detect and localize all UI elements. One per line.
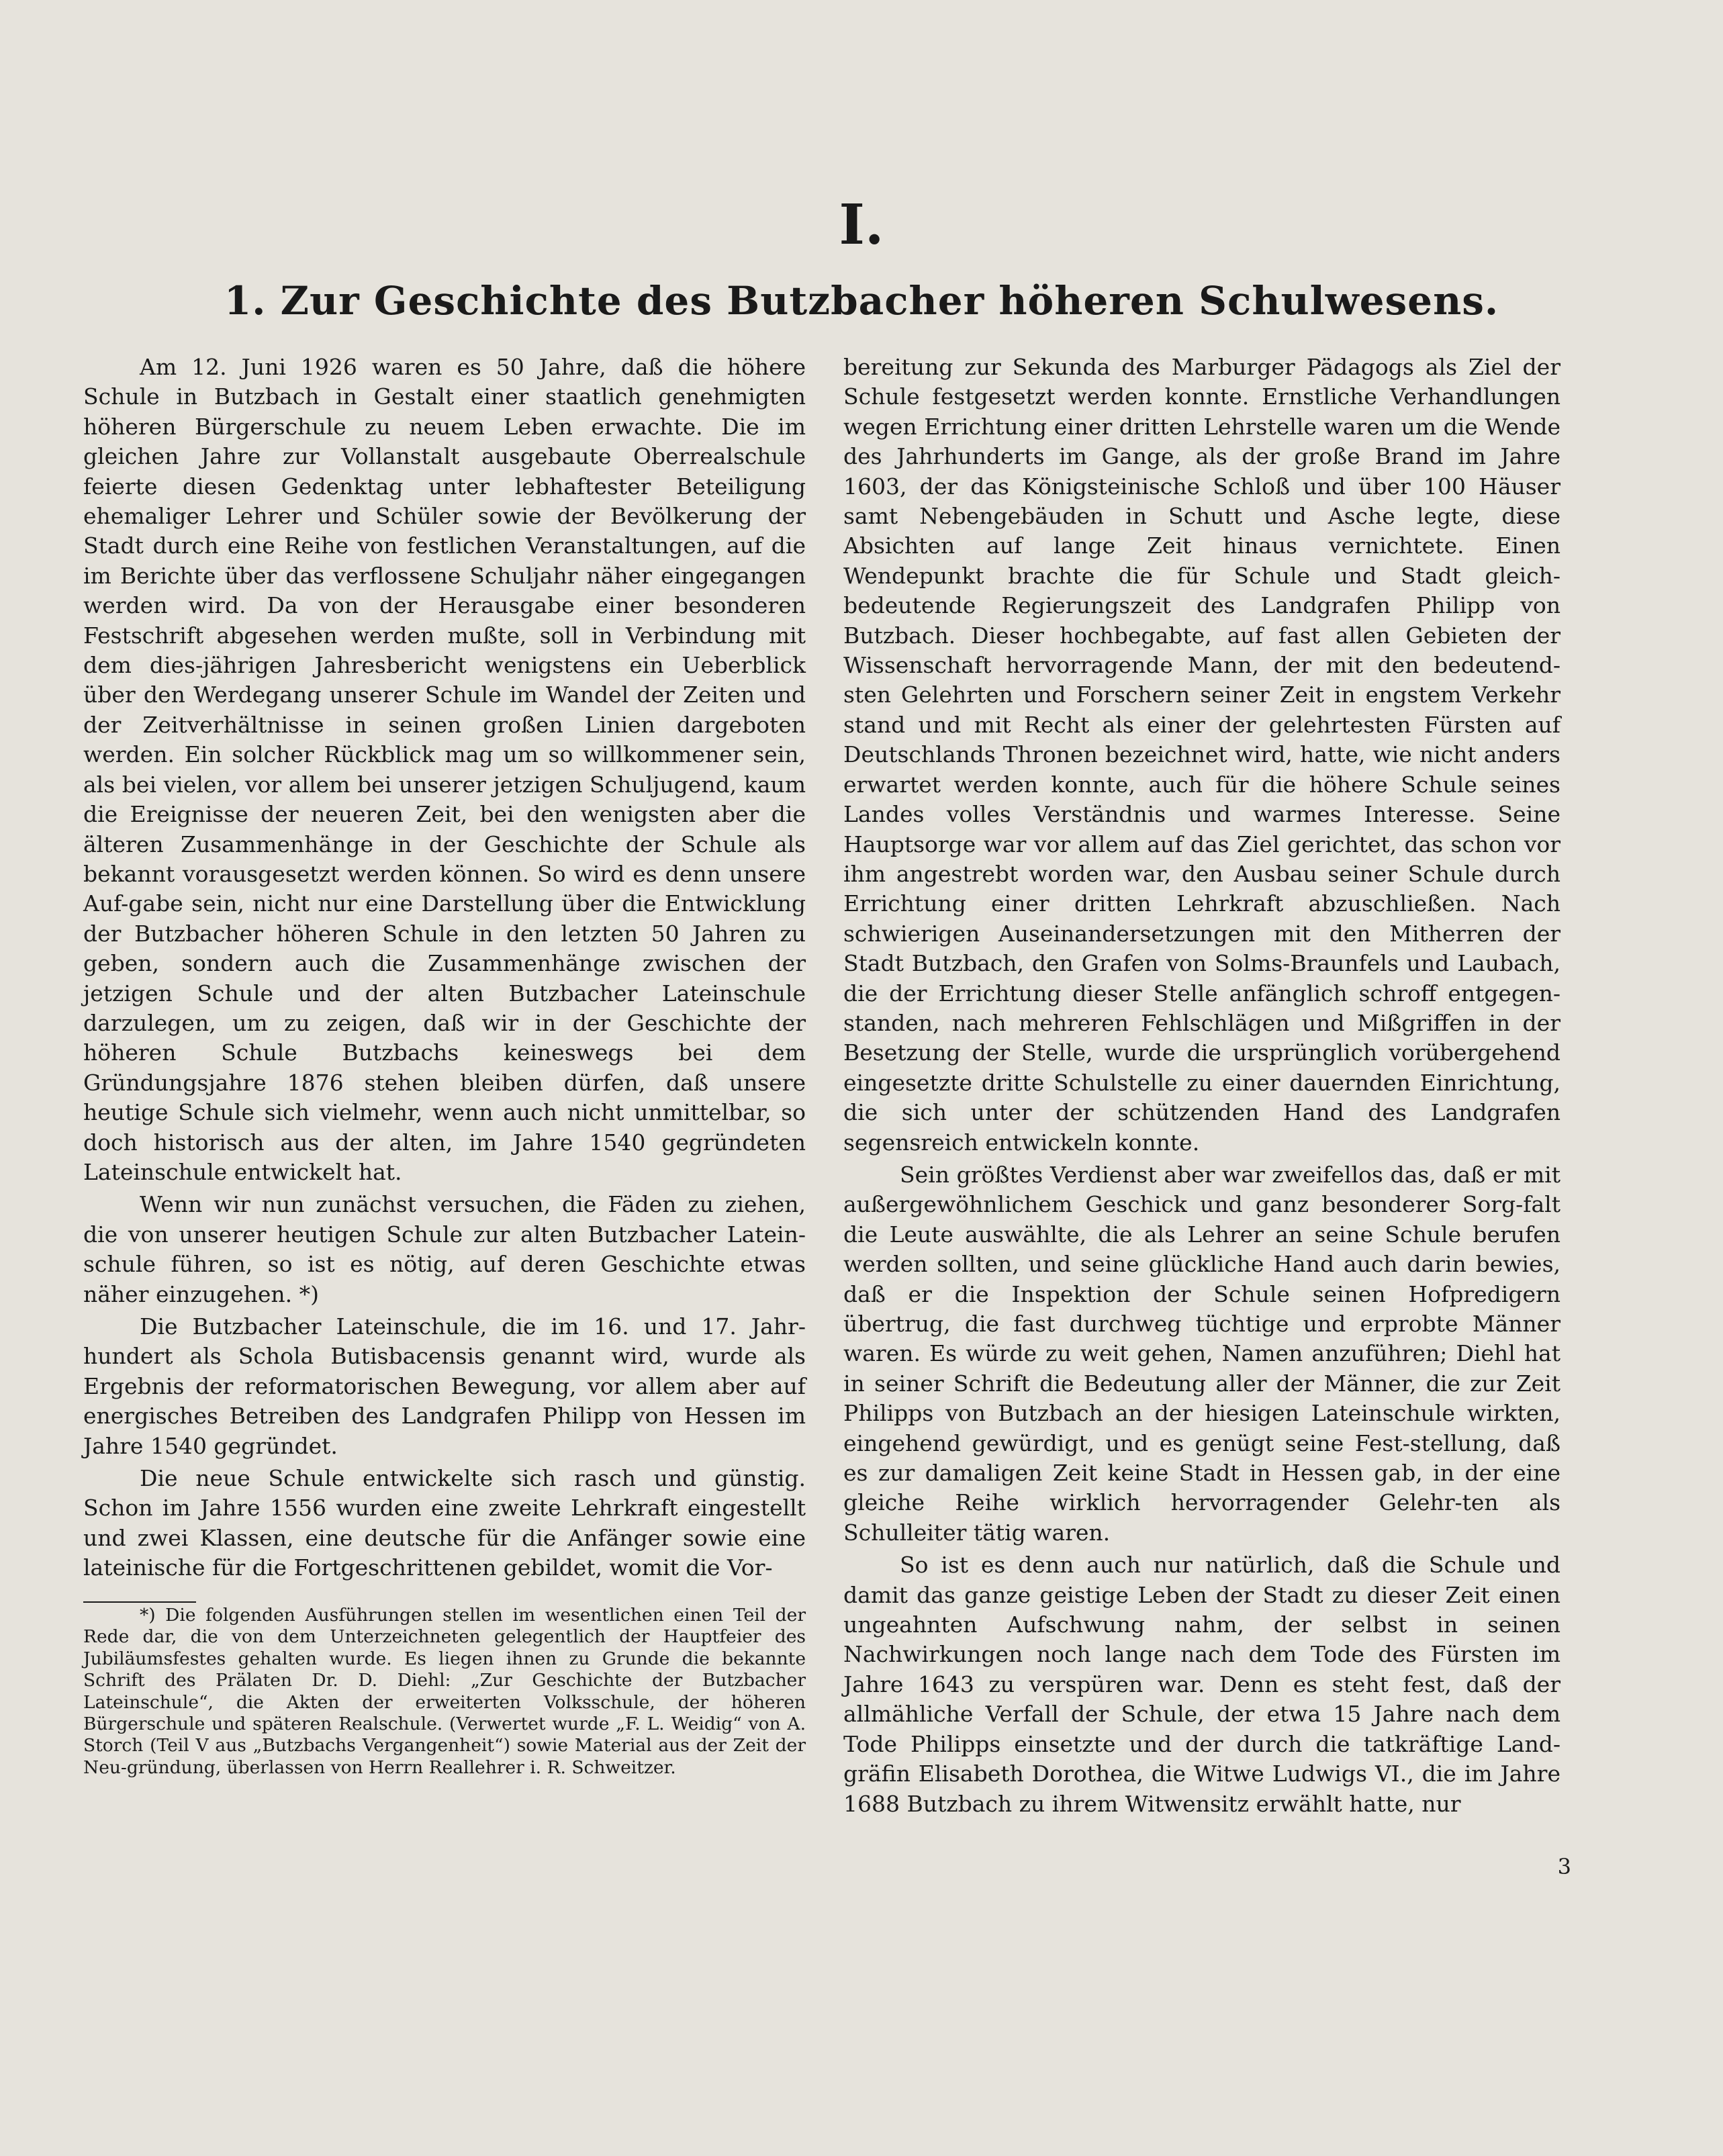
footnote	[83, 1605, 806, 1779]
paragraph: Die Butzbacher Lateinschule, die im 16. und 17. Jahr-hundert als Schola Butisbacensis genannt wird, wurde als Ergebnis der reformatorischen Bewegung, vor allem aber auf energisches Betreiben des Landgrafen Philipp von Hessen im Jahre 1540 gegründet.	[83, 1313, 806, 1459]
chapter-title: 1. Zur Geschichte des Butzbacher höheren Schulwesens.	[224, 278, 1499, 324]
paragraph: Wenn wir nun zunächst versuchen, die Fäden zu ziehen, die von unserer heutigen Schule zur alten Butzbacher Latein-schule führen, so ist es nötig, auf deren Geschichte etwas näher einzugehen. *)	[83, 1191, 806, 1307]
paragraph: Die neue Schule entwickelte sich rasch und günstig. Schon im Jahre 1556 wurden eine zweite Lehrkraft eingestellt und zwei Klassen, eine deutsche für die Anfänger sowie eine lateinische für die Fortgeschrittenen gebildet, womit die Vor-	[83, 1465, 806, 1581]
footnote-rule	[83, 1601, 196, 1603]
page-number: 3	[1557, 1854, 1571, 1879]
paragraph: Am 12. Juni 1926 waren es 50 Jahre, daß die höhere Schule in Butzbach in Gestalt einer staatlich genehmigten höheren Bürgerschule zu neuem Leben erwachte. Die im gleichen Jahre zur Vollanstalt ausgebaute Oberrealschule feierte diesen Gedenktag unter lebhaftester Beteiligung ehemaliger Lehrer und Schüler sowie der Bevölkerung der Stadt durch eine Reihe von festlichen Veranstaltungen, auf die im Berichte über das verflossene Schuljahr näher eingegangen werden wird. Da von der Herausgabe einer besonderen Festschrift abgesehen werden mußte, soll in Verbindung mit dem dies-jährigen Jahresbericht wenigstens ein Ueberblick über den Werdegang unserer Schule im Wandel der Zeiten und der Zeitverhältnisse in seinen großen Linien dargeboten werden. Ein solcher Rückblick mag um so willkommener sein, als bei vielen, vor allem bei unserer jetzigen Schuljugend, kaum die Ereignisse der neueren Zeit, bei den wenigsten aber die älteren Zusammenhänge in der Geschichte der Schule als bekannt vorausgesetzt werden können. So wird es denn unsere Auf-gabe sein, nicht nur eine Darstellung über die Entwicklung der Butzbacher höheren Schule in den letzten 50 Jahren zu geben, sondern auch die Zusammenhänge zwischen der jetzigen Schule und der alten Butzbacher Lateinschule darzulegen, um zu zeigen, daß wir in der Geschichte der höheren Schule Butzbachs keineswegs bei dem Gründungsjahre 1876 stehen bleiben dürfen, daß unsere heutige Schule sich vielmehr, wenn auch nicht unmittelbar, so doch historisch aus der alten, im Jahre 1540 gegründeten Lateinschule entwickelt hat.	[83, 354, 806, 1185]
paragraph: So ist es denn auch nur natürlich, daß die Schule und damit das ganze geistige Leben der Stadt zu dieser Zeit einen ungeahnten Aufschwung nahm, der selbst in seinen Nachwirkungen noch lange nach dem Tode des Fürsten im Jahre 1643 zu verspüren war. Denn es steht fest, daß der allmähliche Verfall der Schule, der etwa 15 Jahre nach dem Tode Philipps einsetzte und der durch die tatkräftige Land-gräfin Elisabeth Dorothea, die Witwe Ludwigs VI., die im Jahre 1688 Butzbach zu ihrem Witwensitz erwählt hatte, nur	[843, 1552, 1561, 1817]
section-numeral: I.	[839, 193, 884, 257]
paragraph: bereitung zur Sekunda des Marburger Pädagogs als Ziel der Schule festgesetzt werden konnte. Ernstliche Verhandlungen wegen Errichtung einer dritten Lehrstelle waren um die Wende des Jahrhunderts im Gange, als der große Brand im Jahre 1603, der das Königsteinische Schloß und über 100 Häuser samt Nebengebäuden in Schutt und Asche legte, diese Absichten auf lange Zeit hinaus vernichtete. Einen Wendepunkt brachte die für Schule und Stadt gleich-bedeutende Regierungszeit des Landgrafen Philipp von Butzbach. Dieser hochbegabte, auf fast allen Gebieten der Wissenschaft hervorragende Mann, der mit den bedeutend-sten Gelehrten und Forschern seiner Zeit in engstem Verkehr stand und mit Recht als einer der gelehrtesten Fürsten auf Deutschlands Thronen bezeichnet wird, hatte, wie nicht anders erwartet werden konnte, auch für die höhere Schule seines Landes volles Verständnis und warmes Interesse. Seine Hauptsorge war vor allem auf das Ziel gerichtet, das schon vor ihm angestrebt worden war, den Ausbau seiner Schule durch Errichtung einer dritten Lehrkraft abzuschließen. Nach schwierigen Auseinandersetzungen mit den Mitherren der Stadt Butzbach, den Grafen von Solms-Braunfels und Laubach, die der Errichtung dieser Stelle anfänglich schroff entgegen-standen, nach mehreren Fehlschlägen und Mißgriffen in der Besetzung der Stelle, wurde die ursprünglich vorübergehend eingesetzte dritte Schulstelle zu einer dauernden Einrichtung, die sich unter der schützenden Hand des Landgrafen segensreich entwickeln konnte.	[843, 354, 1561, 1156]
footnote-text: *) Die folgenden Ausführungen stellen im wesentlichen einen Teil der Rede dar, die von dem Unterzeichneten gelegentlich der Hauptfeier des Jubiläumsfestes gehalten wurde. Es liegen ihnen zu Grunde die bekannte Schrift des Prälaten Dr. D. Diehl: „Zur Geschichte der Butzbacher Lateinschule“, die Akten der erweiterten Volksschule, der höheren Bürgerschule und späteren Realschule. (Verwertet wurde „F. L. Weidig“ von A. Storch (Teil V aus „Butzbachs Vergangenheit“) sowie Material aus der Zeit der Neu-gründung, überlassen von Herrn Reallehrer i. R. Schweitzer.	[83, 1605, 806, 1778]
right-column	[843, 353, 1561, 1819]
paragraph: Sein größtes Verdienst aber war zweifellos das, daß er mit außergewöhnlichem Geschick und ganz besonderer Sorg-falt die Leute auswählte, die als Lehrer an seine Schule berufen werden sollten, und seine glückliche Hand auch darin bewies, daß er die Inspektion der Schule seinen Hofpredigern übertrug, die fast durchweg tüchtige und erprobte Männer waren. Es würde zu weit gehen, Namen anzuführen; Diehl hat in seiner Schrift die Bedeutung aller der Männer, die zur Zeit Philipps von Butzbach an der hiesigen Lateinschule wirkten, eingehend gewürdigt, und es genügt seine Fest-stellung, daß es zur damaligen Zeit keine Stadt in Hessen gab, in der eine gleiche Reihe wirklich hervorragender Gelehr-ten als Schulleiter tätig waren.	[843, 1161, 1561, 1546]
left-column	[83, 353, 806, 1583]
